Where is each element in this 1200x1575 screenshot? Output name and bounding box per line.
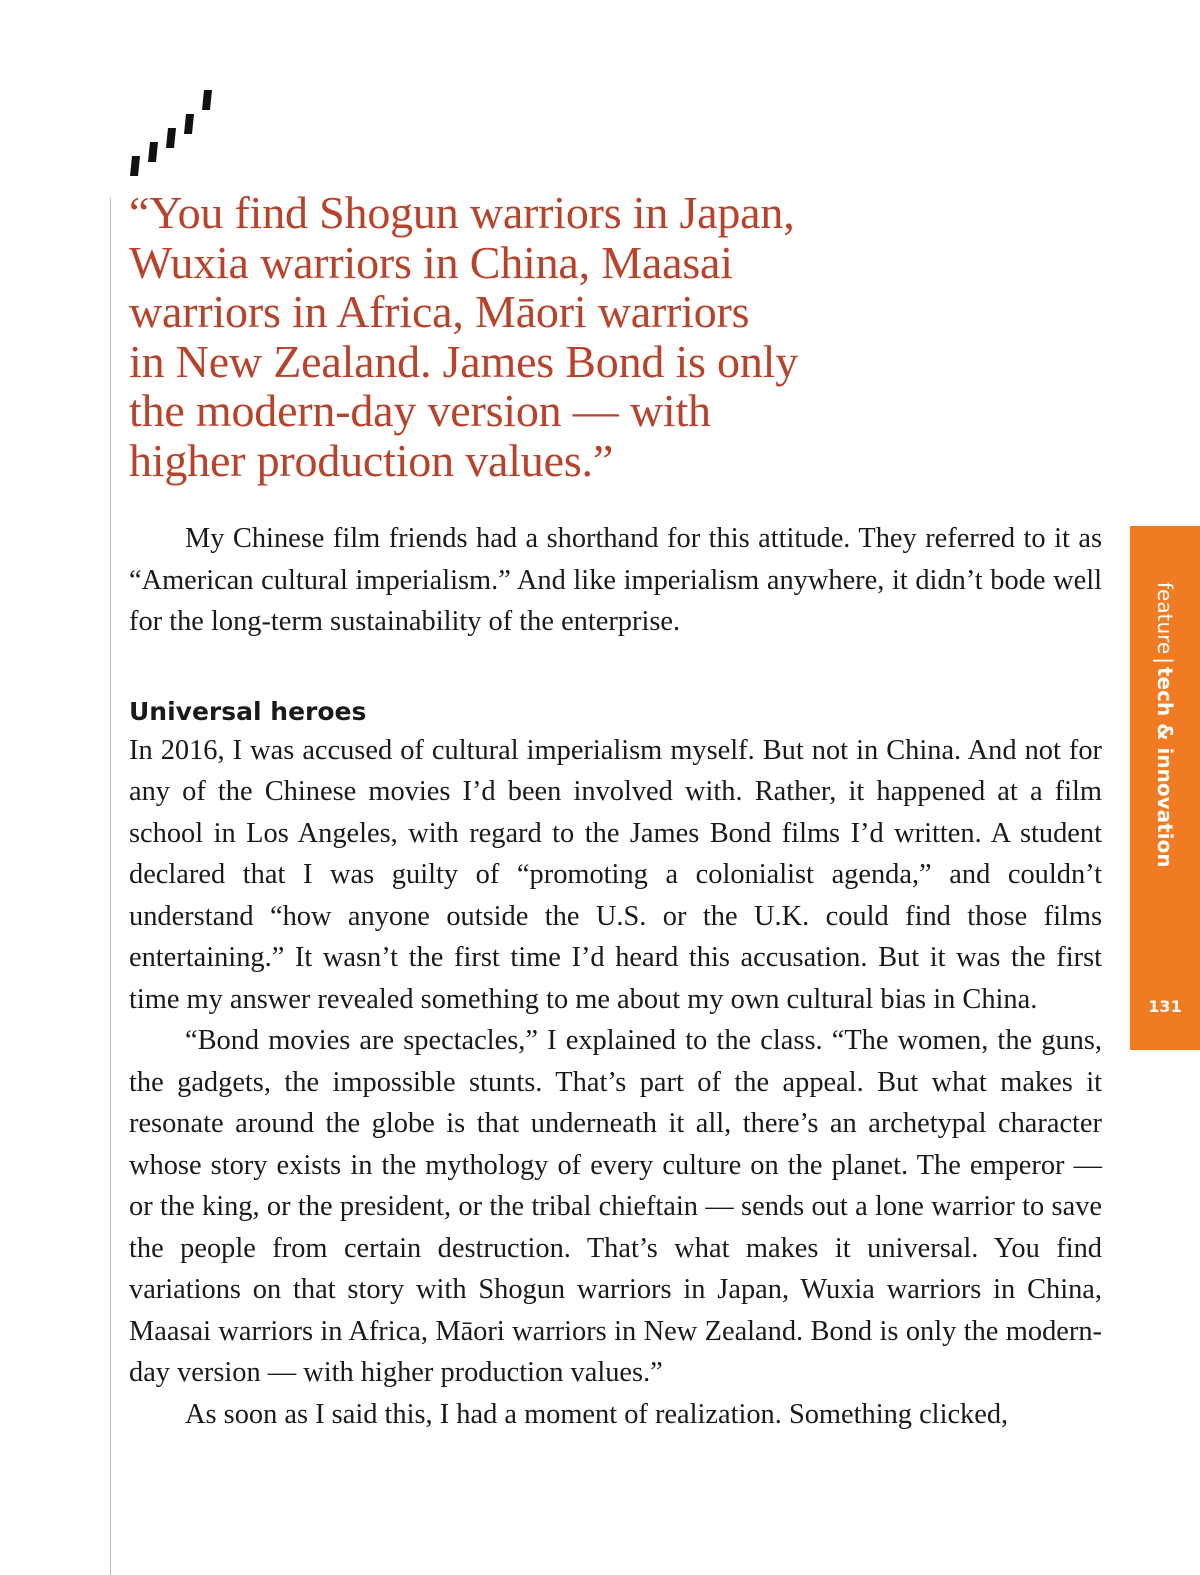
open-quote-marks-icon bbox=[128, 84, 218, 180]
body-paragraph: My Chinese film friends had a shorthand for this attitude. They referred to it as “American cultural imperialism.” And like imperialism anywhere, it didn’t bode well for the long-term sustainability of the enterprise. bbox=[129, 523, 1102, 637]
section-label bbox=[1153, 582, 1177, 868]
pull-quote: “You find Shogun warriors in Japan, Wuxia warriors in China, Maasai warriors in Africa, Māori warriors in New Zealand. James Bond is only the modern-day version — with higher production values.” bbox=[129, 187, 799, 486]
section-heading: Universal heroes bbox=[129, 696, 367, 726]
section-name: feature bbox=[1153, 582, 1177, 655]
section-separator: | bbox=[1153, 657, 1177, 664]
body-paragraph: As soon as I said this, I had a moment of realization. Something clicked, bbox=[185, 1398, 1009, 1430]
page-number: 131 bbox=[1148, 997, 1182, 1016]
left-margin-rule bbox=[110, 198, 111, 1575]
subsection-name: tech & innovation bbox=[1153, 666, 1177, 868]
article-body bbox=[129, 518, 1102, 1435]
body-paragraph: “Bond movies are spectacles,” I explained to the class. “The women, the guns, the gadgets, the impossible stunts. That’s part of the appeal. But what makes it resonate around the globe is that underneath it all, there’s an archetypal character whose story exists in the mythology of every culture on the planet. The emperor — or the king, or the president, or the tribal chieftain — sends out a lone warrior to save the people from certain destruction. That’s what makes it universal. You find variations on that story with Shogun warriors in Japan, Wuxia warriors in China, Maasai warriors in Africa, Māori warriors in New Zealand. Bond is only the modern-day version — with higher production values.” bbox=[129, 1025, 1102, 1388]
body-paragraph: In 2016, I was accused of cultural imperialism myself. But not in China. And not for any of the Chinese movies I’d been involved with. Rather, it happened at a film school in Los Angeles, with regard to the James Bond films I’d written. A student declared that I was guilty of “promoting a colonialist agenda,” and couldn’t understand “how anyone outside the U.S. or the U.K. could find those films entertaining.” It wasn’t the first time I’d heard this accusation. But it was the first time my answer revealed something to me about my own cultural bias in China. bbox=[129, 734, 1102, 1015]
